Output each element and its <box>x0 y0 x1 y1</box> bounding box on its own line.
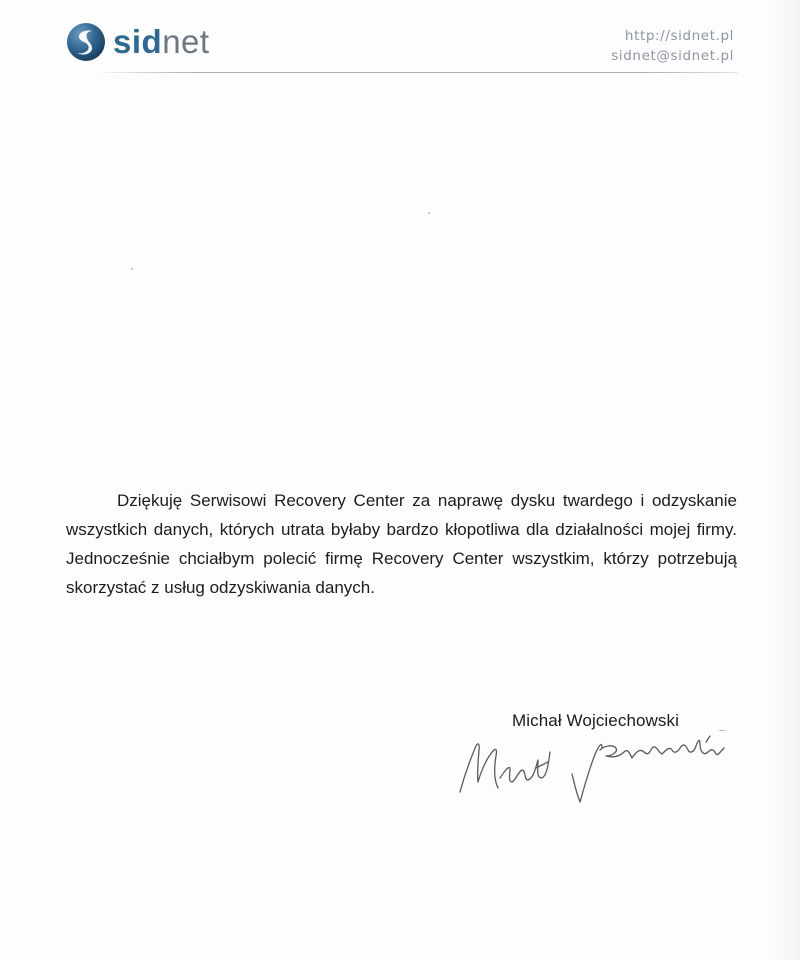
scan-speck <box>719 730 725 731</box>
header-divider <box>100 72 738 73</box>
handwritten-signature <box>452 722 742 808</box>
company-logo <box>66 22 210 62</box>
brand-wordmark <box>113 22 210 60</box>
sidnet-swirl-logo-icon <box>66 22 106 62</box>
website-link[interactable]: http://sidnet.pl <box>624 28 734 44</box>
brand-wordmark-net: net <box>162 22 210 60</box>
contact-info <box>611 26 734 66</box>
scan-speck <box>428 212 430 214</box>
signer-name: Michał Wojciechowski <box>512 711 680 730</box>
email-link[interactable]: sidnet@sidnet.pl <box>611 48 734 64</box>
scan-edge-shadow <box>770 0 800 960</box>
brand-wordmark-sid: sid <box>113 22 163 60</box>
scan-speck <box>131 268 133 270</box>
letter-body: Dziękuję Serwisowi Recovery Center za naprawę dysku twardego i odzyskanie wszystkich danych, których utrata byłaby bardzo kłopotliwa dla działalności mojej firmy. Jednocześnie chciałbym polecić firmę Recovery Center wszystkim, którzy potrzebują skorzystać z usług odzyskiwania danych. <box>66 491 737 597</box>
